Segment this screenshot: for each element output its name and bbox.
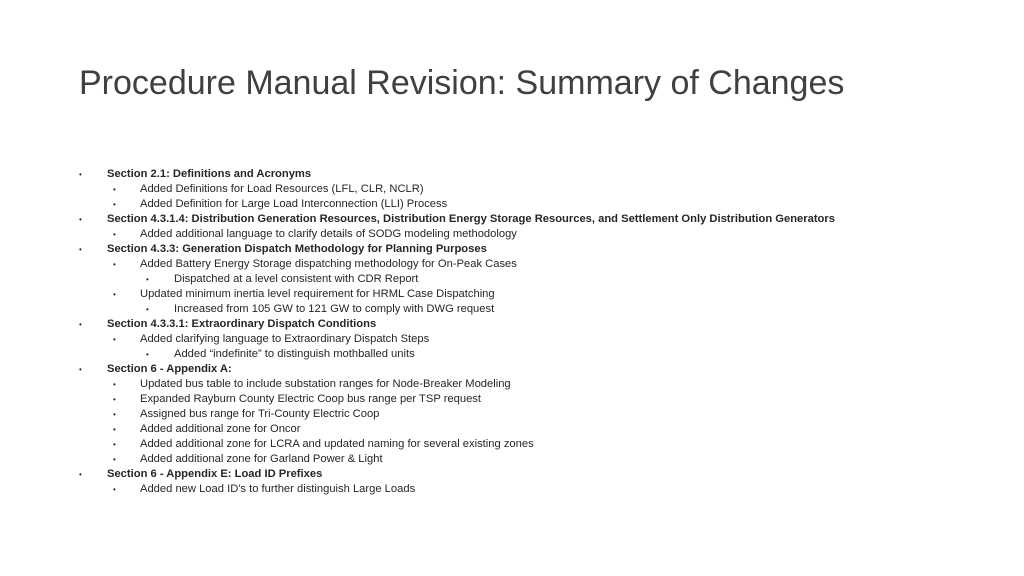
bullet-text: Section 4.3.3.1: Extraordinary Dispatch Conditions	[107, 318, 377, 330]
sub-item	[76, 257, 1006, 272]
bullet-text: Dispatched at a level consistent with CDR Report	[174, 273, 419, 285]
bullet-text: Added Battery Energy Storage dispatching methodology for On-Peak Cases	[140, 258, 517, 270]
bullet-text: Added “indefinite” to distinguish mothballed units	[174, 348, 415, 360]
section-heading-item	[76, 362, 1006, 377]
bullet-text: Added additional zone for Oncor	[140, 423, 301, 435]
bullet-icon: •	[113, 455, 116, 464]
bullet-icon: •	[113, 485, 116, 494]
bullet-icon: •	[79, 245, 82, 254]
section-heading-item	[76, 317, 1006, 332]
sub-item	[76, 332, 1006, 347]
bullet-icon: •	[113, 440, 116, 449]
bullet-text: Added additional language to clarify details of SODG modeling methodology	[140, 228, 517, 240]
slide-title: Procedure Manual Revision: Summary of Changes	[79, 64, 845, 102]
sub-item	[76, 377, 1006, 392]
bullet-icon: •	[113, 290, 116, 299]
sub-item	[76, 452, 1006, 467]
bullet-icon: •	[146, 350, 149, 359]
sub-item	[76, 422, 1006, 437]
bullet-text: Updated bus table to include substation ranges for Node-Breaker Modeling	[140, 378, 511, 390]
bullet-icon: •	[113, 260, 116, 269]
sub-sub-item	[76, 302, 1006, 317]
bullet-text: Section 4.3.3: Generation Dispatch Methodology for Planning Purposes	[107, 243, 487, 255]
sub-item	[76, 407, 1006, 422]
bullet-text: Section 6 - Appendix A:	[107, 363, 232, 375]
bullet-icon: •	[79, 365, 82, 374]
bullet-text: Added Definition for Large Load Interconnection (LLI) Process	[140, 198, 448, 210]
bullet-list	[76, 167, 1006, 497]
sub-item	[76, 227, 1006, 242]
bullet-text: Expanded Rayburn County Electric Coop bus range per TSP request	[140, 393, 482, 405]
section-heading-item	[76, 212, 1006, 227]
sub-sub-item	[76, 347, 1006, 362]
bullet-icon: •	[113, 395, 116, 404]
bullet-icon: •	[146, 305, 149, 314]
bullet-icon: •	[79, 470, 82, 479]
bullet-icon: •	[146, 275, 149, 284]
bullet-text: Added clarifying language to Extraordinary Dispatch Steps	[140, 333, 430, 345]
bullet-icon: •	[113, 230, 116, 239]
bullet-text: Added Definitions for Load Resources (LFL, CLR, NCLR)	[140, 183, 424, 195]
bullet-text: Section 6 - Appendix E: Load ID Prefixes	[107, 468, 323, 480]
bullet-icon: •	[79, 320, 82, 329]
bullet-text: Increased from 105 GW to 121 GW to comply with DWG request	[174, 303, 495, 315]
bullet-text: Added new Load ID's to further distinguish Large Loads	[140, 483, 416, 495]
sub-item	[76, 182, 1006, 197]
bullet-text: Section 2.1: Definitions and Acronyms	[107, 168, 312, 180]
sub-item	[76, 197, 1006, 212]
sub-item	[76, 287, 1006, 302]
bullet-icon: •	[79, 215, 82, 224]
sub-item	[76, 392, 1006, 407]
sub-item	[76, 482, 1006, 497]
bullet-icon: •	[113, 410, 116, 419]
bullet-icon: •	[113, 185, 116, 194]
bullet-icon: •	[113, 335, 116, 344]
bullet-text: Updated minimum inertia level requirement for HRML Case Dispatching	[140, 288, 495, 300]
bullet-text: Added additional zone for Garland Power & Light	[140, 453, 383, 465]
bullet-text: Section 4.3.1.4: Distribution Generation Resources, Distribution Energy Storage Resources, and Settlement Only Distribution Generators	[107, 213, 835, 225]
section-heading-item	[76, 467, 1006, 482]
sub-item	[76, 437, 1006, 452]
bullet-icon: •	[113, 380, 116, 389]
bullet-text: Added additional zone for LCRA and updated naming for several existing zones	[140, 438, 534, 450]
bullet-icon: •	[79, 170, 82, 179]
sub-sub-item	[76, 272, 1006, 287]
section-heading-item	[76, 242, 1006, 257]
bullet-icon: •	[113, 200, 116, 209]
bullet-text: Assigned bus range for Tri-County Electric Coop	[140, 408, 380, 420]
bullet-icon: •	[113, 425, 116, 434]
section-heading-item	[76, 167, 1006, 182]
